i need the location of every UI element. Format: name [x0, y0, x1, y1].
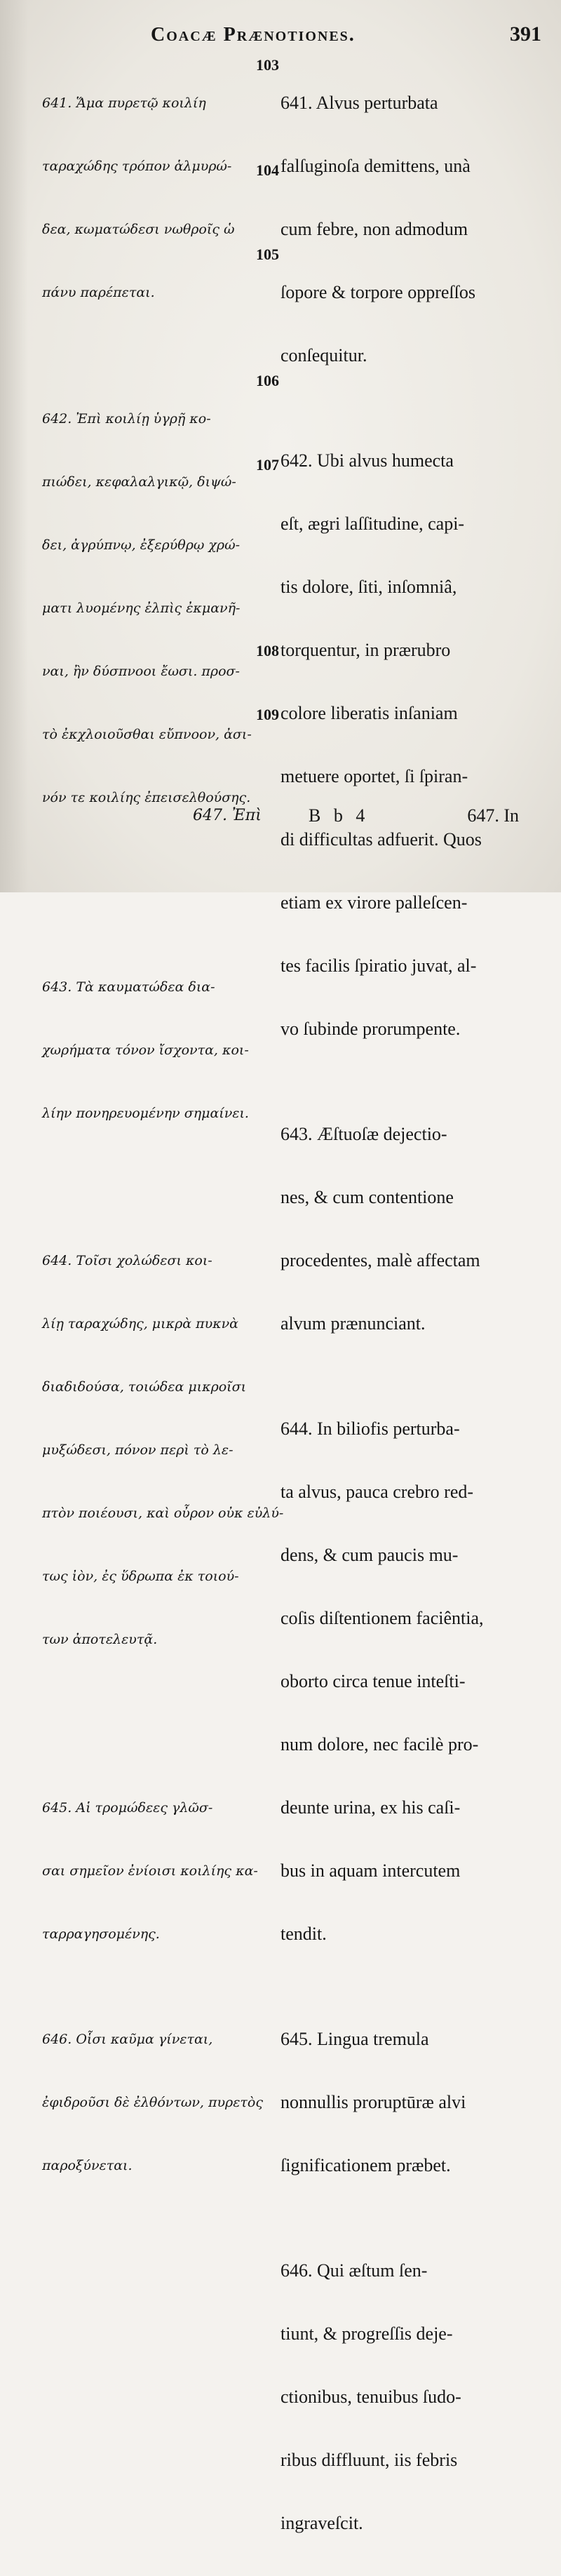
latin-line: ribus diffluunt, iis febris	[280, 2450, 458, 2470]
latin-line: di difficultas adfuerit. Quos	[280, 829, 482, 850]
latin-line: falſuginoſa demittens, unà	[280, 156, 471, 176]
latin-line: etiam ex virore palleſcen-	[280, 892, 468, 913]
latin-line: alvum prænunciant.	[280, 1313, 426, 1334]
latin-line: tendit.	[280, 1924, 327, 1944]
greek-line: ναι, ἢν δύσπνοοι ἔωσι. προσ-	[42, 664, 240, 679]
latin-line: tis dolore, ſiti, inſomniâ,	[280, 577, 457, 597]
margin-number: 108	[256, 642, 279, 659]
greek-line: μυξώδεσι, πόνον περὶ τὸ λε-	[42, 1442, 234, 1458]
latin-column	[280, 51, 540, 2576]
latin-line: cum febre, non admodum	[280, 219, 468, 239]
latin-line: dens, & cum paucis mu-	[280, 1545, 459, 1565]
greek-line: τὸ ἐκχλοιοῦσθαι εὔπνοον, ἀσι-	[42, 727, 252, 742]
greek-line: ταρραγησομένης.	[42, 1926, 160, 1942]
latin-line: ta alvus, pauca crebro red-	[280, 1482, 474, 1502]
greek-line: δει, ἀγρύπνῳ, ἐξερύθρῳ χρώ-	[42, 537, 240, 553]
latin-line: bus in aquam intercutem	[280, 1860, 461, 1881]
greek-line: ἐφιδροῦσι δὲ ἐλθόντων, πυρετὸς	[42, 2095, 263, 2110]
greek-catchword: 647. Ἐπὶ	[193, 807, 262, 824]
latin-line: procedentes, malè affectam	[280, 1250, 480, 1270]
page-number: 391	[510, 22, 541, 46]
latin-line: 645. Lingua tremula	[280, 2029, 429, 2049]
greek-line: 642. Ἐπὶ κοιλίῃ ὑγρῇ κο-	[42, 411, 211, 427]
greek-line: χωρήματα τόνον ἴσχοντα, κοι-	[42, 1042, 249, 1058]
greek-line: των ἀποτελευτᾷ.	[42, 1632, 158, 1647]
greek-entry-646	[42, 1987, 273, 2218]
running-head: Coacæ Prænotiones.	[151, 24, 356, 46]
greek-line: δεα, κωματώδεσι νωθροῖς ὡ	[42, 222, 235, 237]
margin-number: 103	[256, 56, 279, 74]
latin-entry-643	[280, 1082, 540, 1376]
greek-line: 641. Ἅμα πυρετῷ κοιλίη	[42, 95, 206, 111]
greek-entry-643	[42, 934, 273, 1166]
gutter-shadow	[0, 0, 28, 892]
greek-column	[42, 51, 284, 2218]
signature-mark: B b 4	[309, 805, 370, 826]
greek-line: ταραχώδης τρόπον ἁλμυρώ-	[42, 159, 232, 174]
greek-line: πάνυ παρέπεται.	[42, 285, 155, 300]
greek-line: πτὸν ποιέουσι, καὶ οὖρον οὐκ εὐλύ-	[42, 1505, 284, 1521]
greek-line: πιώδει, κεφαλαλγικῷ, διψώ-	[42, 474, 236, 490]
greek-entry-642	[42, 366, 273, 850]
greek-line: διαδιδούσα, τοιώδεα μικροῖσι	[42, 1379, 247, 1395]
greek-line: 644. Τοῖσι χολώδεσι κοι-	[42, 1253, 212, 1268]
latin-line: 646. Qui æſtum ſen-	[280, 2260, 428, 2281]
latin-line: coſis diſtentionem faciêntia,	[280, 1608, 484, 1628]
greek-line: ματι λυομένης ἐλπὶς ἐκμανῆ-	[42, 601, 241, 616]
latin-line: eſt, ægri laſſitudine, capi-	[280, 514, 465, 534]
latin-line: oborto circa tenue inteſti-	[280, 1671, 466, 1691]
latin-line: ſopore & torpore oppreſſos	[280, 282, 475, 302]
latin-line: 642. Ubi alvus humecta	[280, 450, 454, 471]
latin-line: tiunt, & progreſſis deje-	[280, 2323, 453, 2344]
latin-line: nonnullis proruptūræ alvi	[280, 2092, 466, 2112]
latin-line: torquentur, in prærubro	[280, 640, 451, 660]
latin-entry-645	[280, 1987, 540, 2218]
latin-line: 643. Æſtuoſæ dejectio-	[280, 1124, 447, 1144]
latin-line: nes, & cum contentione	[280, 1187, 454, 1207]
greek-line: σαι σημεῖον ἐνίοισι κοιλίης κα-	[42, 1863, 258, 1879]
page-header	[0, 21, 561, 49]
greek-line: 646. Οἷσι καῦμα γίνεται,	[42, 2032, 213, 2047]
margin-number: 104	[256, 161, 279, 179]
latin-line: vo ſubinde prorumpente.	[280, 1019, 461, 1039]
margin-number: 107	[256, 456, 279, 474]
greek-entry-644	[42, 1208, 284, 1692]
latin-line: colore liberatis inſaniam	[280, 703, 458, 723]
latin-entry-641	[280, 51, 540, 408]
latin-line: tes facilis ſpiratio juvat, al-	[280, 955, 477, 976]
latin-entry-646	[280, 2218, 540, 2576]
margin-number: 105	[256, 246, 279, 263]
latin-line: ingraveſcit.	[280, 2513, 363, 2533]
latin-line: 644. In biliofis perturba-	[280, 1418, 460, 1439]
latin-catchword: 647. In	[467, 805, 519, 826]
latin-line: deunte urina, ex his caſi-	[280, 1797, 461, 1818]
page-footer	[0, 805, 561, 833]
latin-entry-642	[280, 408, 540, 1082]
greek-line: παροξύνεται.	[42, 2158, 133, 2173]
greek-line: τως ἰὸν, ἐς ὕδρωπα ἐκ τοιού-	[42, 1569, 239, 1584]
greek-line: νόν τε κοιλίης ἐπεισελθούσης.	[42, 790, 251, 805]
greek-entry-645	[42, 1755, 273, 1987]
latin-line: conſequitur.	[280, 345, 367, 365]
margin-number: 106	[256, 372, 279, 389]
greek-line: 643. Τὰ καυματώδεα δια-	[42, 979, 215, 995]
latin-line: num dolore, nec facilè pro-	[280, 1734, 479, 1755]
greek-line: λίην πονηρευομένην σημαίνει.	[42, 1106, 249, 1121]
margin-number: 109	[256, 706, 279, 723]
greek-line: λίῃ ταραχώδης, μικρὰ πυκνὰ	[42, 1316, 238, 1331]
greek-line: 645. Αἱ τρομώδεες γλῶσ-	[42, 1800, 213, 1816]
latin-line: 641. Alvus perturbata	[280, 93, 438, 113]
latin-line: ctionibus, tenuibus ſudo-	[280, 2387, 461, 2407]
latin-line: metuere oportet, ſi ſpiran-	[280, 766, 468, 786]
latin-line: ſignificationem præbet.	[280, 2155, 451, 2175]
greek-entry-641	[42, 51, 273, 345]
latin-entry-644	[280, 1376, 540, 1987]
